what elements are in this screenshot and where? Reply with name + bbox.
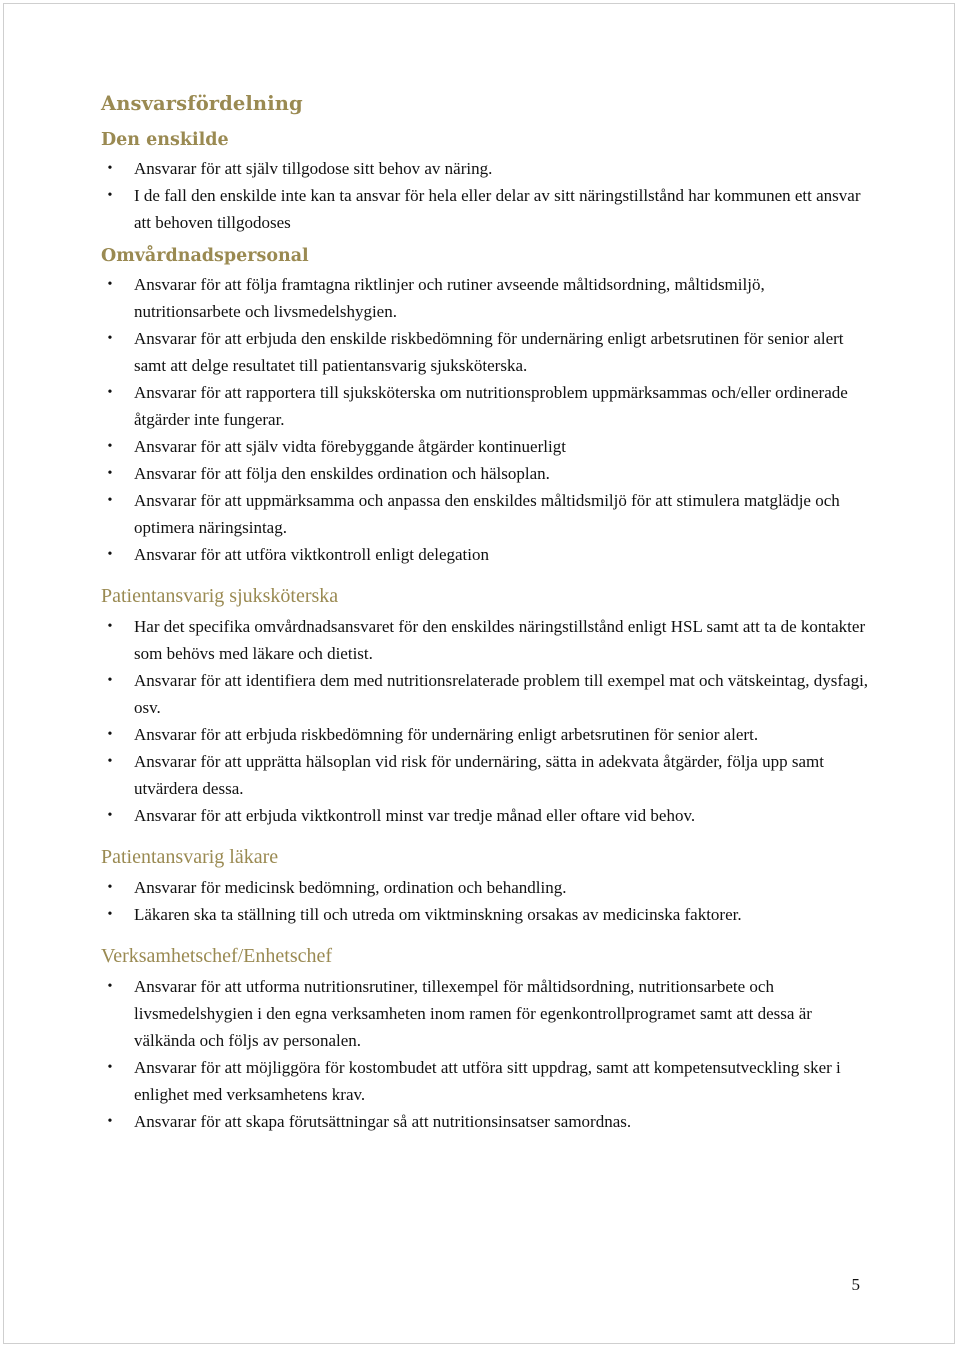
list-item xyxy=(101,973,871,1054)
list-item xyxy=(101,874,871,901)
bullet-icon: • xyxy=(107,619,113,634)
bullet-icon: • xyxy=(107,907,113,922)
list-item-text: Ansvarar för att följa den enskildes ordination och hälsoplan. xyxy=(134,464,550,483)
list-item xyxy=(101,182,871,236)
list-item-text: Ansvarar för att skapa förutsättningar så att nutritionsinsatser samordnas. xyxy=(134,1112,632,1131)
section-patientansvarig-lakare xyxy=(101,846,871,928)
section-heading: Omvårdnadspersonal xyxy=(101,246,309,266)
bullet-icon: • xyxy=(107,188,113,203)
list-item xyxy=(101,721,871,748)
list-item xyxy=(101,271,871,325)
bullet-icon: • xyxy=(107,1060,113,1075)
list-item xyxy=(101,667,871,721)
section-verksamhetschef xyxy=(101,945,871,1135)
bullet-icon: • xyxy=(107,1114,113,1129)
list-item xyxy=(101,379,871,433)
section-heading: Patientansvarig sjuksköterska xyxy=(101,585,339,607)
list-item-text: Ansvarar för att erbjuda den enskilde riskbedömning för undernäring enligt arbetsrutinen för senior alert samt att delge resultatet till patientansvarig sjuksköterska. xyxy=(134,329,844,375)
page-number: 5 xyxy=(851,1275,860,1294)
page-content xyxy=(101,92,871,1135)
list-item xyxy=(101,1108,871,1135)
bullet-icon: • xyxy=(107,673,113,688)
list-item-text: Ansvarar för att identifiera dem med nutritionsrelaterade problem till exempel mat och vätskeintag, dysfagi, osv. xyxy=(134,671,869,717)
bullet-list xyxy=(101,613,871,829)
section-heading: Den enskilde xyxy=(101,130,229,150)
list-item xyxy=(101,541,871,568)
bullet-list xyxy=(101,155,871,236)
bullet-icon: • xyxy=(107,385,113,400)
section-patientansvarig-sjukskoterska xyxy=(101,585,871,829)
list-item xyxy=(101,613,871,667)
bullet-icon: • xyxy=(107,808,113,823)
bullet-list xyxy=(101,973,871,1135)
section-heading: Verksamhetschef/Enhetschef xyxy=(101,945,333,967)
list-item-text: Ansvarar för att möjliggöra för kostombudet att utföra sitt uppdrag, samt att kompetensutveckling sker i enlighet med verksamhetens krav. xyxy=(134,1058,841,1104)
bullet-list xyxy=(101,271,871,568)
list-item-text: Ansvarar för att utforma nutritionsrutiner, tillexempel för måltidsordning, nutritionsarbete och livsmedelshygien i den egna verksamheten inom ramen för egenkontrollprogramet samt att dessa är välkända och följs av personalen. xyxy=(134,977,812,1050)
bullet-icon: • xyxy=(107,277,113,292)
bullet-list xyxy=(101,874,871,928)
list-item xyxy=(101,487,871,541)
bullet-icon: • xyxy=(107,493,113,508)
section-den-enskilde xyxy=(101,130,871,236)
list-item xyxy=(101,460,871,487)
bullet-icon: • xyxy=(107,727,113,742)
list-item-text: Ansvarar för att erbjuda riskbedömning för undernäring enligt arbetsrutinen för senior alert. xyxy=(134,725,759,744)
bullet-icon: • xyxy=(107,331,113,346)
list-item xyxy=(101,901,871,928)
document-page xyxy=(3,3,955,1344)
bullet-icon: • xyxy=(107,161,113,176)
list-item-text: Ansvarar för att uppmärksamma och anpassa den enskildes måltidsmiljö för att stimulera matglädje och optimera näringsintag. xyxy=(134,491,840,537)
bullet-icon: • xyxy=(107,547,113,562)
list-item-text: Ansvarar för att följa framtagna riktlinjer och rutiner avseende måltidsordning, måltidsmiljö, nutritionsarbete och livsmedelshygien. xyxy=(134,275,765,321)
list-item xyxy=(101,155,871,182)
section-omvardnadspersonal xyxy=(101,246,871,568)
list-item-text: Läkaren ska ta ställning till och utreda om viktminskning orsakas av medicinska faktorer. xyxy=(134,905,742,924)
list-item-text: Ansvarar för att upprätta hälsoplan vid risk för undernäring, sätta in adekvata åtgärder, följa upp samt utvärdera dessa. xyxy=(134,752,824,798)
list-item xyxy=(101,433,871,460)
bullet-icon: • xyxy=(107,466,113,481)
bullet-icon: • xyxy=(107,880,113,895)
list-item-text: Ansvarar för att utföra viktkontroll enligt delegation xyxy=(134,545,490,564)
list-item xyxy=(101,1054,871,1108)
bullet-icon: • xyxy=(107,439,113,454)
list-item-text: Ansvarar för medicinsk bedömning, ordination och behandling. xyxy=(134,878,567,897)
list-item-text: Ansvarar för att erbjuda viktkontroll minst var tredje månad eller oftare vid behov. xyxy=(134,806,696,825)
section-heading: Patientansvarig läkare xyxy=(101,846,279,868)
list-item-text: I de fall den enskilde inte kan ta ansvar för hela eller delar av sitt näringstillstånd har kommunen ett ansvar att behoven tillgodoses xyxy=(134,186,861,232)
bullet-icon: • xyxy=(107,979,113,994)
list-item-text: Ansvarar för att själv tillgodose sitt behov av näring. xyxy=(134,159,493,178)
list-item-text: Ansvarar för att själv vidta förebyggande åtgärder kontinuerligt xyxy=(134,437,566,456)
bullet-icon: • xyxy=(107,754,113,769)
list-item xyxy=(101,325,871,379)
list-item-text: Ansvarar för att rapportera till sjuksköterska om nutritionsproblem uppmärksammas och/eller ordinerade åtgärder inte fungerar. xyxy=(134,383,848,429)
list-item xyxy=(101,802,871,829)
page-title: Ansvarsfördelning xyxy=(101,92,303,115)
list-item-text: Har det specifika omvårdnadsansvaret för den enskildes näringstillstånd enligt HSL samt att ta de kontakter som behövs med läkare och dietist. xyxy=(134,617,866,663)
list-item xyxy=(101,748,871,802)
